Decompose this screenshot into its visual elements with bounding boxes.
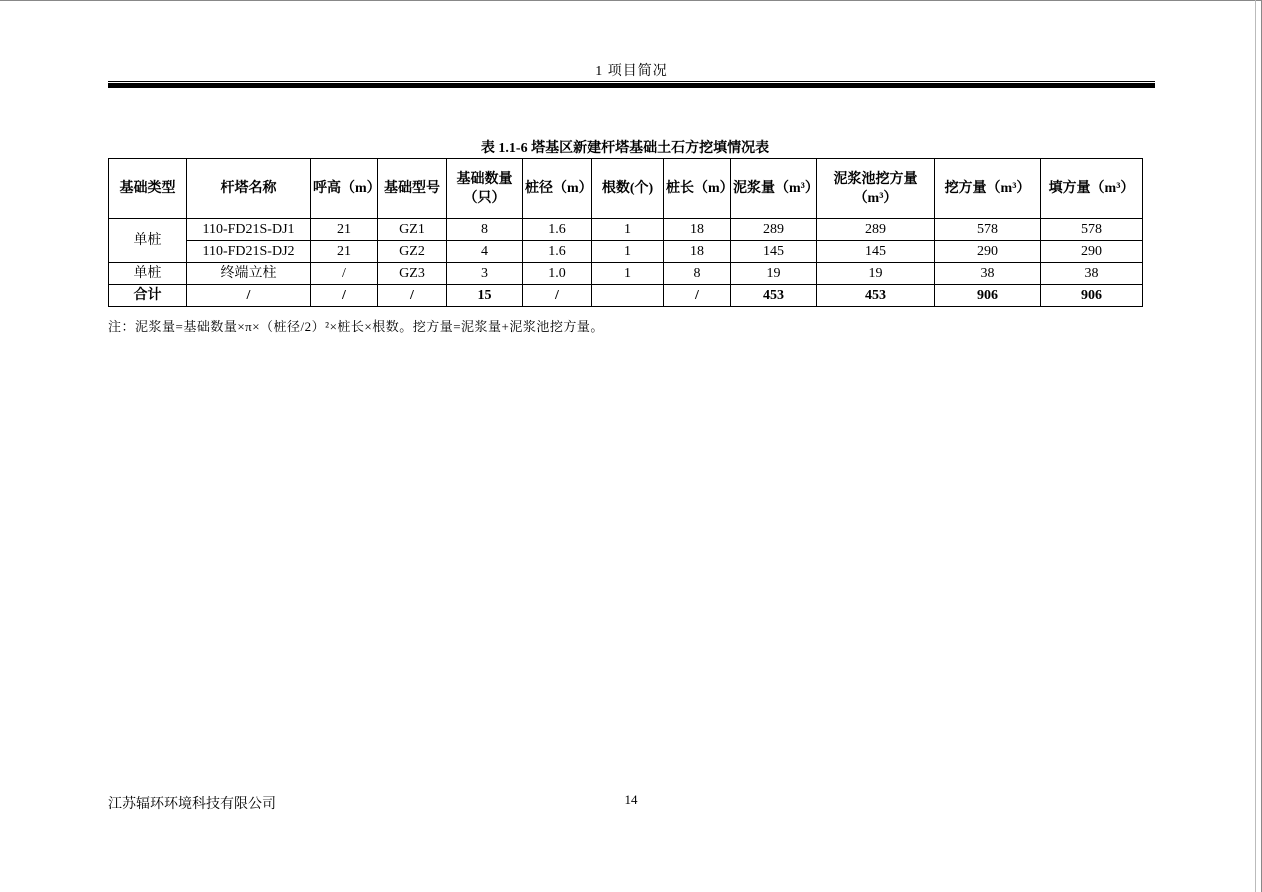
table-cell: 145	[731, 241, 817, 263]
table-row	[109, 219, 1143, 241]
table-row	[109, 241, 1143, 263]
table-cell: 1	[592, 219, 664, 241]
table-cell: GZ3	[378, 263, 447, 285]
table-cell: 19	[731, 263, 817, 285]
table-cell: 21	[311, 219, 378, 241]
table-cell: 290	[1041, 241, 1143, 263]
total-cell: /	[378, 285, 447, 307]
page-number: 14	[624, 792, 638, 807]
total-cell: 453	[817, 285, 935, 307]
header-cell: 挖方量（m³）	[935, 159, 1041, 219]
table-cell: 110-FD21S-DJ2	[187, 241, 311, 263]
table-cell: 21	[311, 241, 378, 263]
table-row	[109, 263, 1143, 285]
table-cell: 8	[664, 263, 731, 285]
total-cell: /	[187, 285, 311, 307]
header-cell: 桩长（m）	[664, 159, 731, 219]
header-rule-thick	[108, 83, 1155, 88]
table-note: 注：泥浆量=基础数量×π×（桩径/2）²×桩长×根数。挖方量=泥浆量+泥浆池挖方量。	[108, 319, 604, 334]
table-total-row	[109, 285, 1143, 307]
header-cell: 填方量（m³）	[1041, 159, 1143, 219]
header-cell: 桩径（m）	[523, 159, 592, 219]
header-cell: 根数(个)	[592, 159, 664, 219]
total-cell: /	[523, 285, 592, 307]
table-caption: 表 1.1-6 塔基区新建杆塔基础土石方挖填情况表	[480, 141, 770, 156]
table-cell: GZ2	[378, 241, 447, 263]
table-cell: GZ1	[378, 219, 447, 241]
header-cell: 基础型号	[378, 159, 447, 219]
table-cell: 8	[447, 219, 523, 241]
table-cell: 终端立柱	[187, 263, 311, 285]
header-cell: 泥浆池挖方量（m³）	[817, 159, 935, 219]
table-cell: 290	[935, 241, 1041, 263]
page-header-title: 1 项目简况	[595, 64, 668, 79]
total-cell: 906	[1041, 285, 1143, 307]
table-cell: 578	[1041, 219, 1143, 241]
earthwork-table	[108, 158, 1143, 307]
table-cell: 18	[664, 241, 731, 263]
table-cell: 578	[935, 219, 1041, 241]
header-cell: 基础数量（只）	[447, 159, 523, 219]
header-rule-thin	[108, 81, 1155, 82]
total-cell: 合计	[109, 285, 187, 307]
table-cell: 1.6	[523, 219, 592, 241]
header-cell: 泥浆量（m³）	[731, 159, 817, 219]
table-cell: 1	[592, 263, 664, 285]
table-header-row	[109, 159, 1143, 219]
footer-company: 江苏辐环环境科技有限公司	[108, 797, 276, 812]
total-cell: 453	[731, 285, 817, 307]
header-cell: 杆塔名称	[187, 159, 311, 219]
type-cell: 单桩	[109, 263, 187, 285]
total-cell	[592, 285, 664, 307]
page-frame-top	[0, 0, 1262, 1]
table-cell: 19	[817, 263, 935, 285]
table-cell: 3	[447, 263, 523, 285]
table-cell: 1	[592, 241, 664, 263]
table-cell: 1.6	[523, 241, 592, 263]
total-cell: /	[311, 285, 378, 307]
table-cell: 145	[817, 241, 935, 263]
table-cell: 38	[1041, 263, 1143, 285]
type-cell: 单桩	[109, 219, 187, 263]
total-cell: 906	[935, 285, 1041, 307]
header-cell: 基础类型	[109, 159, 187, 219]
table-cell: 1.0	[523, 263, 592, 285]
table-cell: 4	[447, 241, 523, 263]
header-cell: 呼高（m）	[311, 159, 378, 219]
total-cell: /	[664, 285, 731, 307]
table-cell: 289	[817, 219, 935, 241]
table-cell: /	[311, 263, 378, 285]
table-cell: 18	[664, 219, 731, 241]
table-cell: 110-FD21S-DJ1	[187, 219, 311, 241]
table-cell: 38	[935, 263, 1041, 285]
table-cell: 289	[731, 219, 817, 241]
page-frame-right-inner	[1255, 0, 1256, 892]
total-cell: 15	[447, 285, 523, 307]
